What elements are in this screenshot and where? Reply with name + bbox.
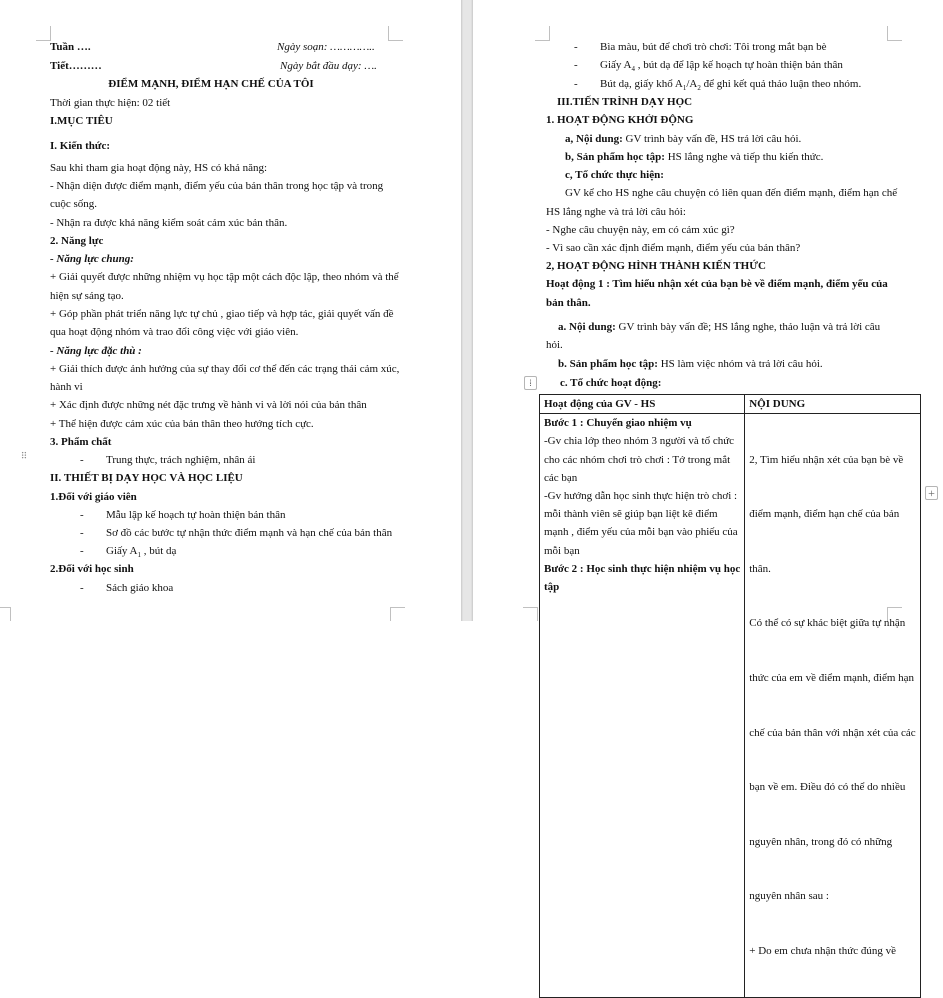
student-item: - Bút dạ, giấy khổ $A_1/A_2$ để ghi kết quả thảo luận theo nhóm. [574, 78, 862, 93]
activity-1-heading: 1. HOẠT ĐỘNG KHỞI ĐỘNG [546, 114, 694, 126]
table-header-cell[interactable]: NỘI DUNG [745, 395, 920, 414]
activity-table [539, 394, 921, 998]
competence-heading: 2. Năng lực [50, 235, 104, 247]
content-b: b, Sản phẩm học tập: HS lắng nghe và tiếp thu kiến thức. [565, 151, 824, 163]
activity-2-heading: 2, HOẠT ĐỘNG HÌNH THÀNH KIẾN THỨC [546, 260, 766, 272]
table-cell-content[interactable]: 2, Tìm hiểu nhận xét của bạn bè về điểm mạnh, điểm hạn chế của bản thân. Có thể có sự khác biệt giữa tự nhận thức của em về điểm mạnh, điểm hạn chế của bản thân với nhận xét của các bạn về em. Điều đó có thể do nhiều nguyên nhân, trong đó có những nguyên nhân sau : + Do em chưa nhận thức đúng về [745, 414, 920, 998]
quality-heading: 3. Phẩm chất [50, 436, 112, 448]
knowledge-item: - Nhận ra được khả năng kiểm soát cảm xúc bản thân. [50, 217, 288, 229]
task-content-a: a. Nội dung: GV trình bày vấn đề; HS lắng nghe, thảo luận và trả lời câu [558, 321, 881, 333]
crop-mark-bottom-right [390, 607, 405, 621]
crop-mark-top-left [535, 26, 550, 41]
competence-item: + Giải quyết được những nhiệm vụ học tập một cách độc lập, theo nhóm và thể [50, 271, 399, 283]
question-item: - Nghe câu chuyện này, em có cảm xúc gì? [546, 224, 735, 236]
duration-text: Thời gian thực hiện: 02 tiết [50, 97, 171, 109]
student-heading: 2.Đối với học sinh [50, 563, 134, 575]
task-content-b: b. Sản phẩm học tập: HS làm việc nhóm và trả lời câu hỏi. [558, 358, 823, 370]
competence-item: hành vi [50, 381, 83, 393]
knowledge-heading: I. Kiến thức: [50, 140, 111, 152]
story-text: HS lắng nghe và trả lời câu hỏi: [546, 206, 686, 218]
competence-item: + Góp phần phát triển năng lực tự chủ , giao tiếp và hợp tác, giải quyết vấn đề [50, 308, 394, 320]
crop-mark-bottom-left [523, 607, 538, 621]
teacher-heading: 1.Đối với giáo viên [50, 491, 137, 503]
quality-item: - Trung thực, trách nghiệm, nhân ái [80, 454, 256, 466]
teacher-item: - Sơ đồ các bước tự nhận thức điểm mạnh và hạn chế của bản thân [80, 527, 393, 539]
section-heading-process: III.TIẾN TRÌNH DẠY HỌC [557, 96, 693, 108]
competence-item: qua hoạt động nhóm và trao đổi công việc với giáo viên. [50, 326, 299, 338]
task-content-c: c. Tổ chức hoạt động: [560, 377, 662, 389]
date-start-label: Ngày bắt đầu dạy: …. [280, 60, 377, 72]
week-label: Tuần …. [50, 41, 91, 53]
competence-item: hiện sự sáng tạo. [50, 290, 124, 302]
crop-mark-top-right [388, 26, 403, 41]
crop-mark-top-left [36, 26, 51, 41]
story-text: GV kể cho HS nghe câu chuyện có liên quan đến điểm mạnh, điểm hạn chế [565, 187, 898, 199]
document-title: ĐIỂM MẠNH, ĐIỂM HẠN CHẾ CỦA TÔI [108, 78, 314, 90]
task-content-a-cont: hỏi. [546, 339, 563, 351]
add-column-icon[interactable]: + [925, 486, 938, 500]
table-cell-activities[interactable]: Bước 1 : Chuyển giao nhiệm vụ -Gv chia lớp theo nhóm 3 người và tổ chức cho các nhóm chơi trò chơi : Tớ trong mắt các bạn -Gv hướng dẫn học sinh thực hiện trò chơi : mỗi thành viên sẽ giúp bạn liệt kê điểm mạnh , điểm yếu của mỗi bạn vào phiếu của mỗi bạn Bước 2 : Học sinh thực hiện nhiệm vụ học tập [540, 414, 745, 998]
general-competence-heading: - Năng lực chung: [50, 253, 134, 265]
competence-item: + Giải thích được ảnh hưởng của sự thay đổi cơ thể đến các trạng thái cảm xúc, [50, 363, 400, 375]
competence-item: + Thể hiện được cảm xúc của bản thân theo hướng tích cực. [50, 418, 314, 430]
date-prepared-label: Ngày soạn: ………….. [277, 41, 375, 53]
student-item: - Bìa màu, bút để chơi trò chơi: Tôi trong mắt bạn bè [574, 41, 827, 53]
specific-competence-heading: - Năng lực đặc thù : [50, 345, 142, 357]
question-item: - Vì sao cần xác định điểm mạnh, điểm yếu của bản thân? [546, 242, 801, 254]
knowledge-item: - Nhận diện được điểm mạnh, điểm yếu của bản thân trong học tập và trong [50, 180, 384, 192]
page-gap [461, 0, 473, 621]
table-header-cell[interactable]: Hoạt động của GV - HS [540, 395, 745, 414]
table-header-row [540, 395, 921, 414]
knowledge-item: cuộc sống. [50, 198, 98, 210]
document-page-left[interactable] [0, 0, 461, 621]
competence-item: + Xác định được những nét đặc trưng về hành vi và lời nói của bản thân [50, 399, 367, 411]
crop-mark-bottom-left [0, 607, 11, 621]
task-1-heading: Hoạt động 1 : Tìm hiểu nhận xét của bạn bè về điểm mạnh, điểm yếu của [546, 278, 888, 290]
student-item: - Giấy $A_4$ , bút dạ để lập kế hoạch tự hoàn thiện bản thân [574, 59, 843, 74]
crop-mark-top-right [887, 26, 902, 41]
content-c: c, Tổ chức thực hiện: [565, 169, 664, 181]
task-1-heading-cont: bản thân. [546, 297, 591, 309]
table-row [540, 414, 921, 998]
table-move-handle-icon[interactable]: ⁞ [524, 376, 537, 390]
knowledge-intro: Sau khi tham gia hoạt động này, HS có khả năng: [50, 162, 268, 174]
section-heading-objectives: I.MỤC TIÊU [50, 115, 113, 127]
paragraph-move-handle-icon[interactable]: ⠿ [20, 451, 28, 461]
teacher-item: - Giấy $A_1$ , bút dạ [80, 545, 177, 560]
teacher-item: - Mẫu lập kế hoạch tự hoàn thiện bản thân [80, 509, 286, 521]
period-label: Tiết……… [50, 60, 102, 72]
content-a: a, Nội dung: GV trình bày vấn đề, HS trả lời câu hỏi. [565, 133, 802, 145]
section-heading-equipment: II. THIẾT BỊ DẠY HỌC VÀ HỌC LIỆU [50, 472, 243, 484]
student-item: - Sách giáo khoa [80, 582, 174, 594]
